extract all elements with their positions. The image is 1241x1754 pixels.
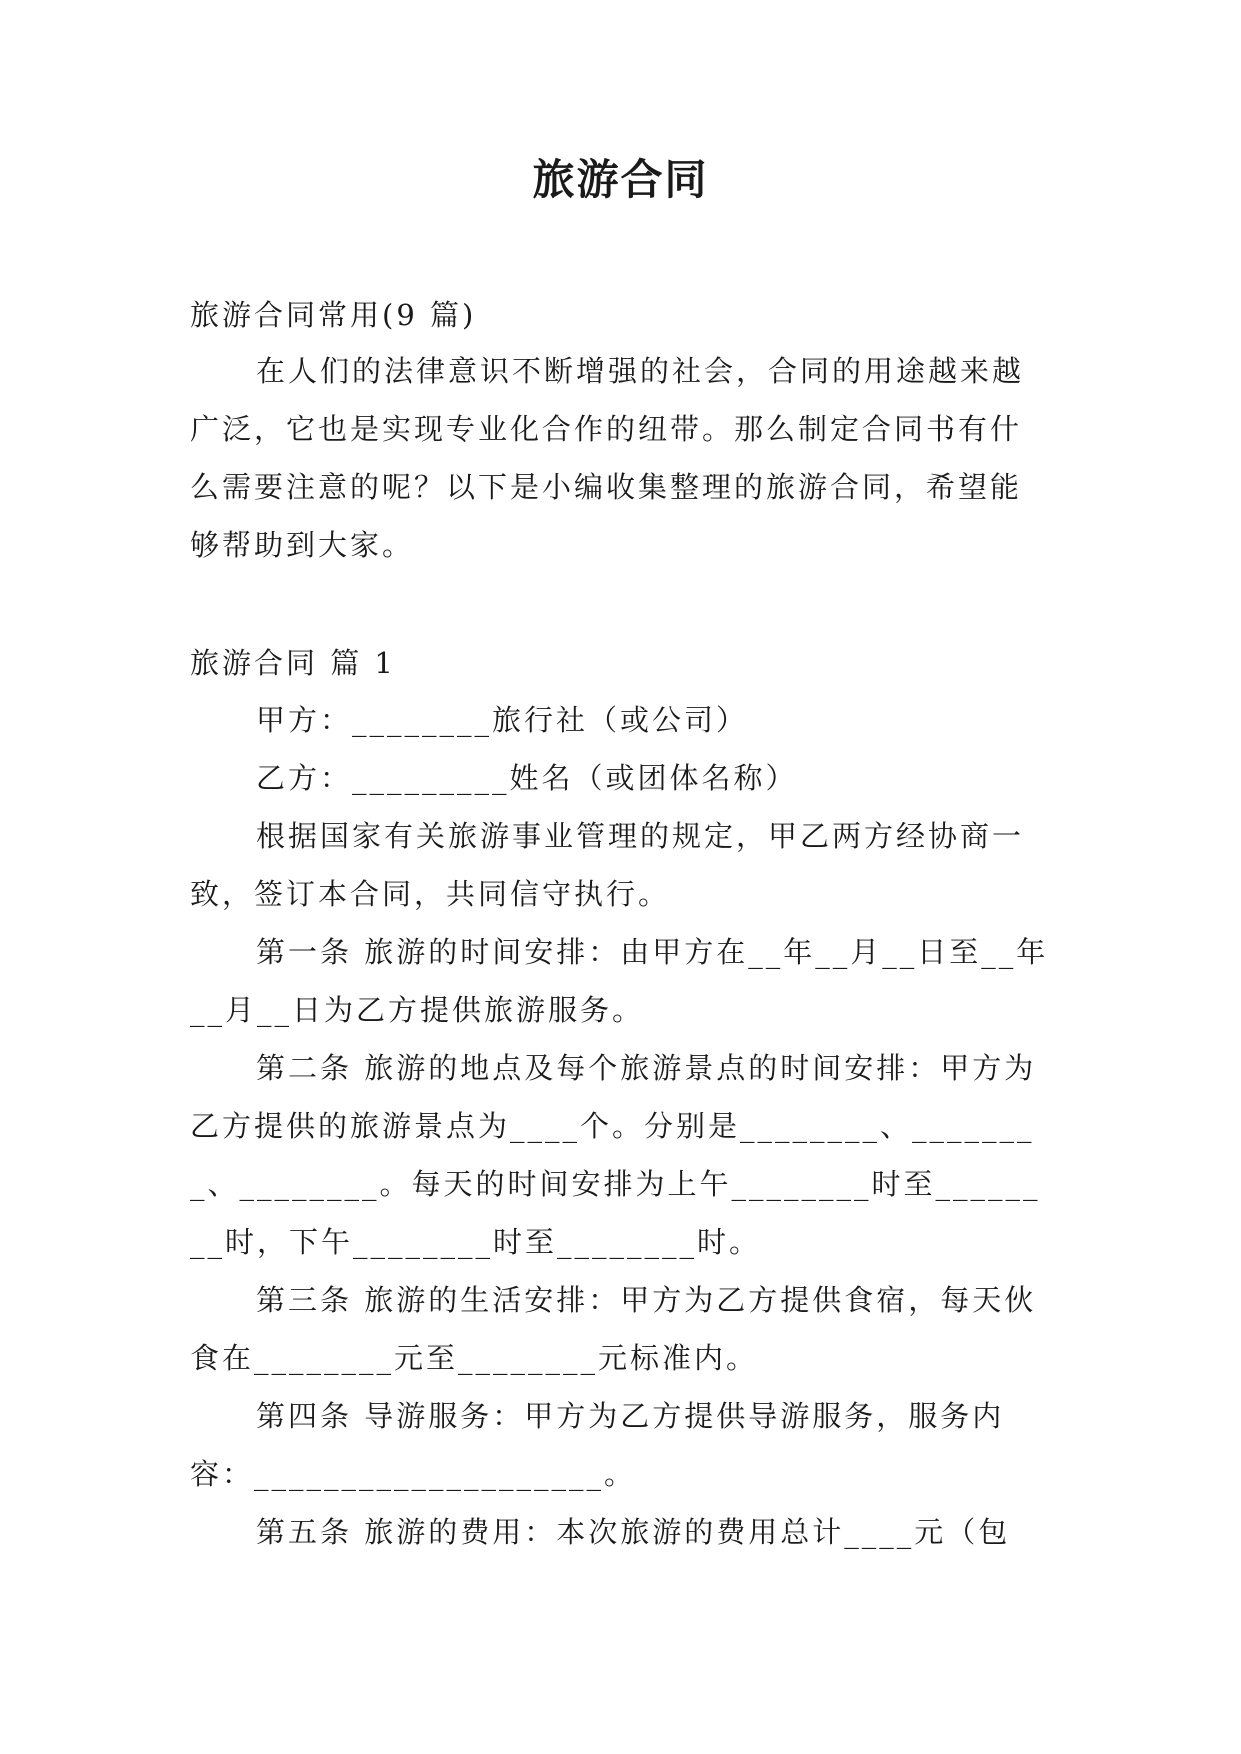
contract-clauses [190, 691, 1051, 1561]
party-b-line: 乙方：_________姓名（或团体名称） [256, 761, 798, 795]
section-heading: 旅游合同 篇 1 [190, 646, 396, 680]
document-subtitle: 旅游合同常用(9 篇) [190, 298, 477, 332]
article-2: 第二条 旅游的地点及每个旅游景点的时间安排：甲方为乙方提供的旅游景点为____个。分别是________、________、________。每天的时间安排为上午________时至________时，下午________时至________时。 [190, 1051, 1041, 1259]
article-4: 第四条 导游服务：甲方为乙方提供导游服务，服务内容：____________________。 [190, 1399, 1005, 1491]
preamble-paragraph: 根据国家有关旅游事业管理的规定，甲乙两方经协商一致，签订本合同，共同信守执行。 [190, 819, 1025, 911]
party-a-line: 甲方：________旅行社（或公司） [256, 703, 749, 737]
document-title: 旅游合同 [532, 155, 709, 204]
intro-text: 在人们的法律意识不断增强的社会，合同的用途越来越广泛，它也是实现专业化合作的纽带。那么制定合同书有什么需要注意的呢？以下是小编收集整理的旅游合同，希望能够帮助到大家。 [190, 354, 1025, 562]
article-5: 第五条 旅游的费用：本次旅游的费用总计____元（包 [256, 1515, 1011, 1549]
article-3: 第三条 旅游的生活安排：甲方为乙方提供食宿，每天伙食在________元至________元标准内。 [190, 1283, 1037, 1375]
article-1: 第一条 旅游的时间安排：由甲方在__年__月__日至__年__月__日为乙方提供旅游服务。 [190, 935, 1049, 1027]
intro-paragraph [190, 342, 1051, 574]
